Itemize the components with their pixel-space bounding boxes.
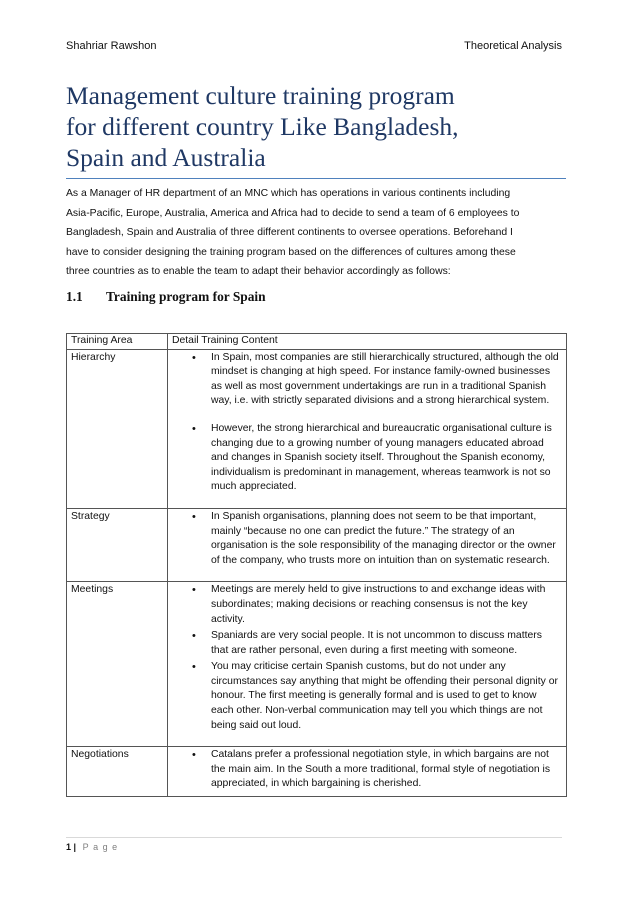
row-content-meetings — [168, 582, 567, 747]
row-area-hierarchy: Hierarchy — [67, 349, 168, 508]
row-area-negotiations: Negotiations — [67, 747, 168, 797]
intro-line-4: have to consider designing the training program based on the differences of cultures among these — [66, 246, 516, 258]
intro-line-1: As a Manager of HR department of an MNC which has operations in various continents including — [66, 188, 511, 199]
header-author: Shahriar Rawshon — [66, 40, 157, 52]
column-header-content: Detail Training Content — [168, 334, 567, 350]
title-line-2: for different country Like Bangladesh, — [66, 112, 459, 141]
section-heading — [66, 289, 562, 305]
table-header-row — [67, 334, 567, 350]
bullet-item: • In Spanish organisations, planning does not seem to be that important, mainly “because no one can predict the future.” The strategy of an organisation is the sole responsibility of the managing director or the owner of the company, who trusts more on intuition than on systematic research. — [211, 510, 560, 568]
page-footer — [66, 842, 122, 852]
bullet-item: • Spaniards are very social people. It is not uncommon to discuss matters that are rather personal, even during a first meeting with someone. — [211, 629, 560, 658]
title-line-3: Spain and Australia — [66, 143, 266, 172]
column-header-area: Training Area — [67, 334, 168, 350]
section-title: Training program for Spain — [106, 289, 266, 304]
row-content-negotiations — [168, 747, 567, 797]
row-area-strategy: Strategy — [67, 508, 168, 581]
table-row — [67, 747, 567, 797]
bullet-item: • Catalans prefer a professional negotiation style, in which bargains are not the main aim. In the South a more traditional, formal style of negotiation is appreciated, in which bargaining is cherished. — [211, 748, 560, 792]
document-title — [66, 80, 566, 173]
footer-separator: | — [73, 842, 77, 852]
row-content-hierarchy — [168, 349, 567, 508]
intro-line-5: three countries as to enable the team to adapt their behavior accordingly as follows: — [66, 266, 451, 278]
bullet-item: • You may criticise certain Spanish customs, but do not under any circumstances say anything that might be offending their personal dignity or honour. The first meeting is generally formal and is used to get to know each other. Non-verbal communication may tell you which things are not being said out loud. — [211, 660, 560, 733]
intro-line-2: Asia-Pacific, Europe, Australia, America and Africa had to decide to send a team of 6 employees to — [66, 207, 520, 219]
training-table — [66, 333, 567, 797]
row-content-strategy — [168, 508, 567, 581]
bullet-item: • Meetings are merely held to give instructions to and exchange ideas with subordinates; making decisions or reaching consensus is not the key activity. — [211, 583, 560, 627]
intro-paragraph — [66, 184, 562, 282]
table-row — [67, 582, 567, 747]
intro-line-3: Bangladesh, Spain and Australia of three different continents to oversee operations. Beforehand I — [66, 227, 513, 239]
footer-divider — [66, 837, 562, 838]
header-section-title: Theoretical Analysis — [464, 40, 562, 52]
bullet-item: • In Spain, most companies are still hierarchically structured, although the old mindset is changing at high speed. For instance family-owned businesses as well as most government undertakings are run in a traditional Spanish way, i.e. with strictly separated divisions and a strong hierarchical system. — [211, 351, 560, 409]
page-number: 1 — [66, 842, 72, 852]
row-area-meetings: Meetings — [67, 582, 168, 747]
title-line-1: Management culture training program — [66, 81, 455, 110]
title-underline — [66, 178, 566, 179]
table-row — [67, 349, 567, 508]
table-row — [67, 508, 567, 581]
bullet-item: • However, the strong hierarchical and bureaucratic organisational culture is changing due to a growing number of young managers educated abroad and changes in Spanish society itself. Throughout the Spanish economy, individualism is predominant in management, whereas teamwork is not so much appreciated. — [211, 422, 560, 495]
section-number: 1.1 — [66, 289, 83, 304]
page-label: Page — [82, 842, 122, 852]
